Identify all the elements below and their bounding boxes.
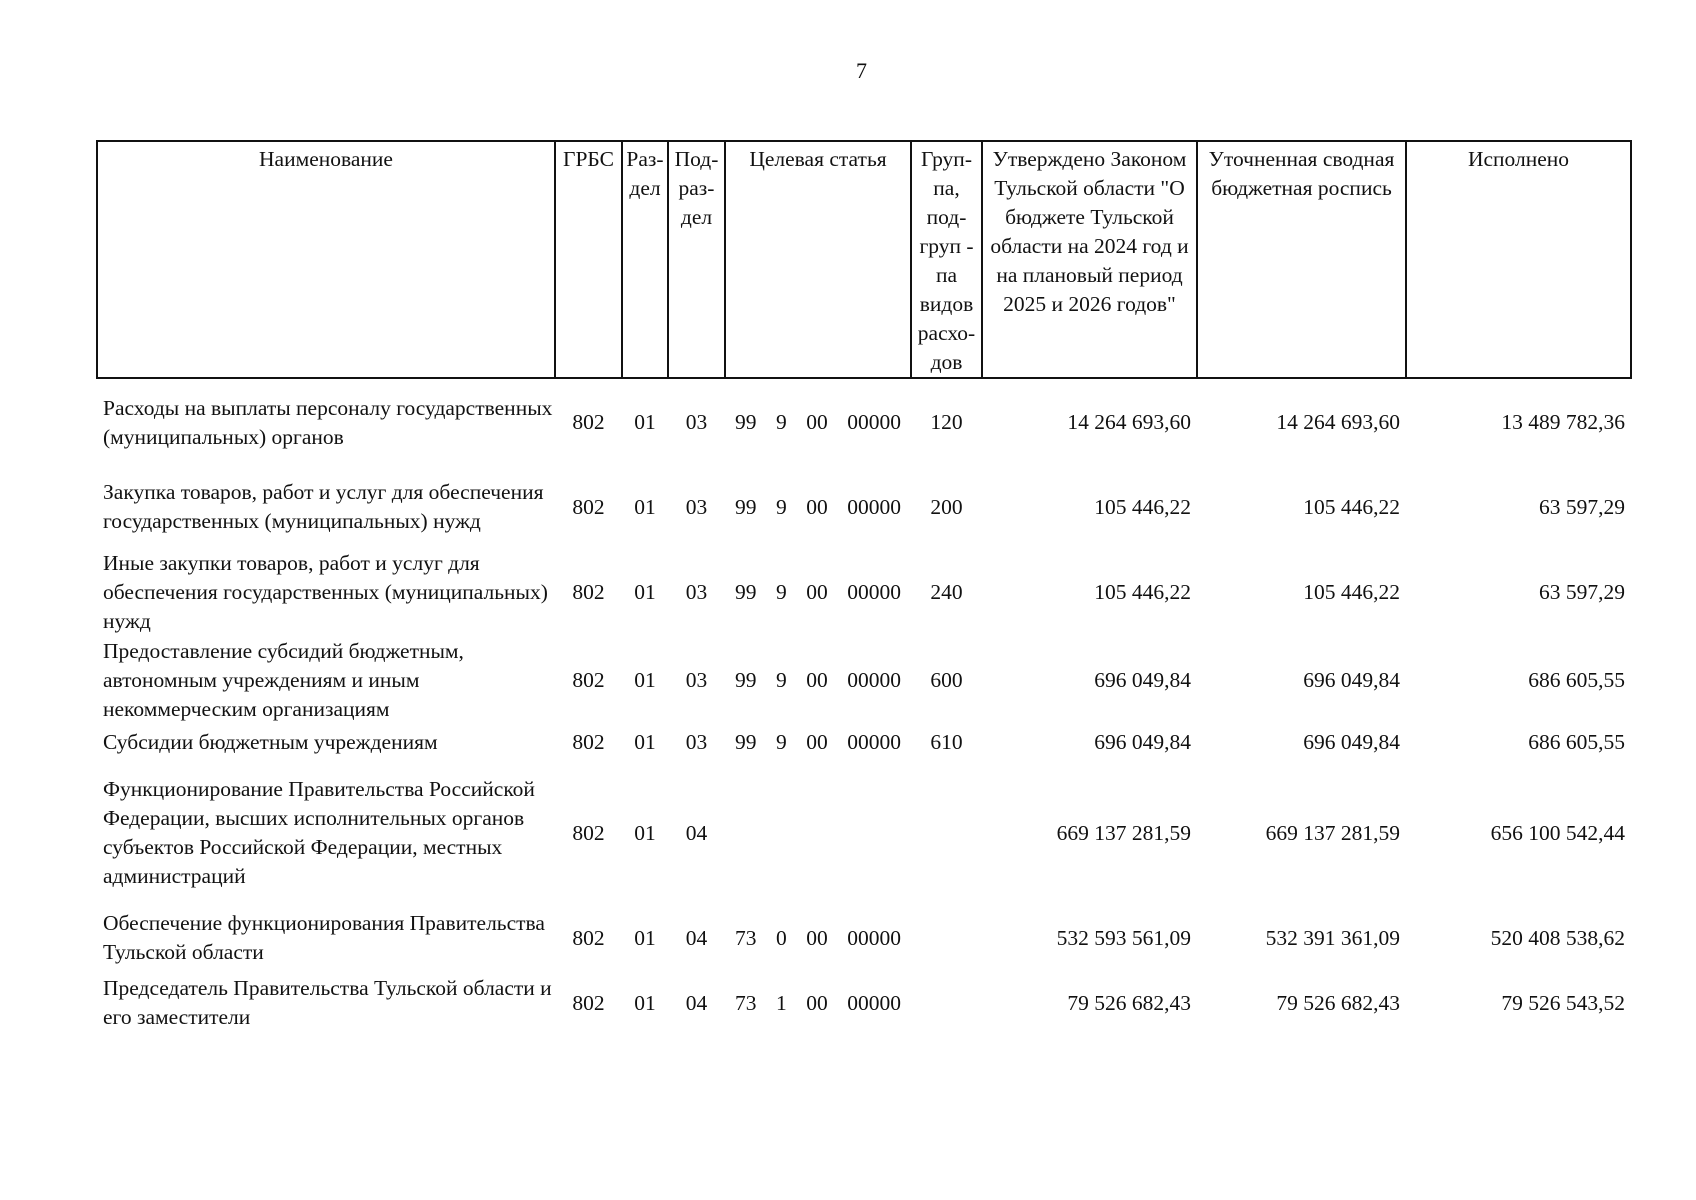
target-event: 00 <box>806 667 828 692</box>
row-name: Функционирование Правительства Российской Федерации, высших исполнительных органов субъектов Российской Федерации, местных администраций <box>103 777 535 888</box>
row-target-article <box>725 970 911 1036</box>
row-approved: 669 137 281,59 <box>1056 820 1191 845</box>
row-expense-group: 600 <box>930 667 963 692</box>
target-event: 00 <box>806 925 828 950</box>
row-expense-group: 610 <box>930 729 963 754</box>
row-target-article <box>725 548 911 636</box>
row-expense-group: 120 <box>930 410 963 434</box>
target-subprogram: 9 <box>776 410 787 434</box>
header-expense-group: Груп- па, под- груп - па видов расхо- дов <box>911 141 982 378</box>
row-target-article <box>725 466 911 548</box>
row-executed: 686 605,55 <box>1528 729 1625 754</box>
table-row <box>97 466 1631 548</box>
header-grbs: ГРБС <box>555 141 622 378</box>
header-name: Наименование <box>97 141 555 378</box>
row-executed: 13 489 782,36 <box>1501 410 1625 434</box>
row-name: Предоставление субсидий бюджетным, автономным учреждениям и иным некоммерческим организациям <box>103 638 464 721</box>
row-razdel: 01 <box>634 410 656 434</box>
row-refined: 14 264 693,60 <box>1276 410 1400 434</box>
row-target-article <box>725 636 911 724</box>
row-refined: 105 446,22 <box>1303 494 1400 519</box>
row-grbs: 802 <box>572 494 605 519</box>
target-event: 00 <box>806 990 828 1015</box>
budget-table <box>96 140 1632 1036</box>
header-razdel: Раз- дел <box>622 141 668 378</box>
target-subprogram: 0 <box>776 925 787 950</box>
row-razdel: 01 <box>634 990 656 1015</box>
row-grbs: 802 <box>572 729 605 754</box>
target-direction: 00000 <box>847 990 901 1015</box>
target-program: 99 <box>735 410 757 434</box>
row-expense-group <box>911 906 982 970</box>
row-target-article <box>725 724 911 760</box>
header-executed: Исполнено <box>1406 141 1631 378</box>
target-direction: 00000 <box>847 729 901 754</box>
target-subprogram: 9 <box>776 667 787 692</box>
row-executed: 520 408 538,62 <box>1490 925 1625 950</box>
target-subprogram: 9 <box>776 494 787 519</box>
row-name: Председатель Правительства Тульской области и его заместители <box>103 976 552 1029</box>
row-refined: 532 391 361,09 <box>1265 925 1400 950</box>
table-header-row <box>97 141 1631 378</box>
target-event: 00 <box>806 494 828 519</box>
target-subprogram: 1 <box>776 990 787 1015</box>
row-expense-group: 200 <box>930 494 963 519</box>
row-approved: 14 264 693,60 <box>1067 410 1191 434</box>
table-row <box>97 378 1631 466</box>
target-program: 73 <box>735 990 757 1015</box>
target-program: 99 <box>735 729 757 754</box>
target-direction: 00000 <box>847 579 901 604</box>
target-program: 99 <box>735 667 757 692</box>
row-refined: 79 526 682,43 <box>1276 990 1400 1015</box>
row-refined: 696 049,84 <box>1303 729 1400 754</box>
row-podrazdel: 03 <box>685 667 708 692</box>
row-podrazdel: 04 <box>685 820 708 845</box>
table-row <box>97 724 1631 760</box>
target-event: 00 <box>806 410 828 434</box>
row-name: Иные закупки товаров, работ и услуг для обеспечения государственных (муниципальных) нужд <box>103 550 548 633</box>
header-refined: Уточненная сводная бюджетная роспись <box>1197 141 1406 378</box>
row-target-article <box>725 906 911 970</box>
row-podrazdel: 03 <box>685 410 708 434</box>
target-program: 99 <box>735 579 757 604</box>
row-refined: 105 446,22 <box>1303 579 1400 604</box>
target-event: 00 <box>806 729 828 754</box>
row-name: Закупка товаров, работ и услуг для обеспечения государственных (муниципальных) нужд <box>103 480 544 533</box>
target-direction: 00000 <box>847 494 901 519</box>
row-expense-group: 240 <box>930 579 963 604</box>
row-approved: 532 593 561,09 <box>1056 925 1191 950</box>
table-row <box>97 548 1631 636</box>
row-grbs: 802 <box>572 667 605 692</box>
row-grbs: 802 <box>572 410 605 434</box>
row-grbs: 802 <box>572 820 605 845</box>
row-approved: 696 049,84 <box>1094 729 1191 754</box>
row-executed: 656 100 542,44 <box>1490 820 1625 845</box>
table-row <box>97 636 1631 724</box>
target-subprogram: 9 <box>776 729 787 754</box>
row-razdel: 01 <box>634 667 656 692</box>
row-podrazdel: 04 <box>685 925 708 950</box>
row-executed: 79 526 543,52 <box>1501 990 1625 1015</box>
row-target-article <box>725 760 911 906</box>
header-podrazdel: Под- раз- дел <box>668 141 725 378</box>
target-event: 00 <box>806 579 828 604</box>
target-direction: 00000 <box>847 410 901 434</box>
row-target-article <box>725 378 911 466</box>
row-razdel: 01 <box>634 820 656 845</box>
row-approved: 105 446,22 <box>1094 494 1191 519</box>
target-program: 99 <box>735 494 757 519</box>
row-name: Субсидии бюджетным учреждениям <box>103 729 438 754</box>
target-subprogram: 9 <box>776 579 787 604</box>
row-grbs: 802 <box>572 925 605 950</box>
page-number: 7 <box>856 58 867 83</box>
row-grbs: 802 <box>572 579 605 604</box>
table-row <box>97 970 1631 1036</box>
row-executed: 63 597,29 <box>1539 494 1625 519</box>
row-grbs: 802 <box>572 990 605 1015</box>
row-razdel: 01 <box>634 729 656 754</box>
row-podrazdel: 03 <box>685 729 708 754</box>
row-executed: 686 605,55 <box>1528 667 1625 692</box>
row-name: Обеспечение функционирования Правительства Тульской области <box>103 911 545 964</box>
row-razdel: 01 <box>634 494 656 519</box>
table-row <box>97 906 1631 970</box>
row-expense-group <box>911 970 982 1036</box>
row-approved: 105 446,22 <box>1094 579 1191 604</box>
header-target-article: Целевая статья <box>725 141 911 378</box>
target-direction: 00000 <box>847 925 901 950</box>
table-row <box>97 760 1631 906</box>
row-refined: 696 049,84 <box>1303 667 1400 692</box>
row-podrazdel: 03 <box>685 494 708 519</box>
row-name: Расходы на выплаты персоналу государственных (муниципальных) органов <box>103 395 553 449</box>
header-approved: Утверждено Законом Тульской области "О бюджете Тульской области на 2024 год и на плановый период 2025 и 2026 годов" <box>982 141 1197 378</box>
row-refined: 669 137 281,59 <box>1265 820 1400 845</box>
row-approved: 696 049,84 <box>1094 667 1191 692</box>
target-direction: 00000 <box>847 667 901 692</box>
row-razdel: 01 <box>634 925 656 950</box>
row-podrazdel: 04 <box>685 990 708 1015</box>
row-approved: 79 526 682,43 <box>1067 990 1191 1015</box>
row-expense-group <box>911 760 982 906</box>
row-executed: 63 597,29 <box>1539 579 1625 604</box>
target-program: 73 <box>735 925 757 950</box>
row-podrazdel: 03 <box>685 579 708 604</box>
row-razdel: 01 <box>634 579 656 604</box>
